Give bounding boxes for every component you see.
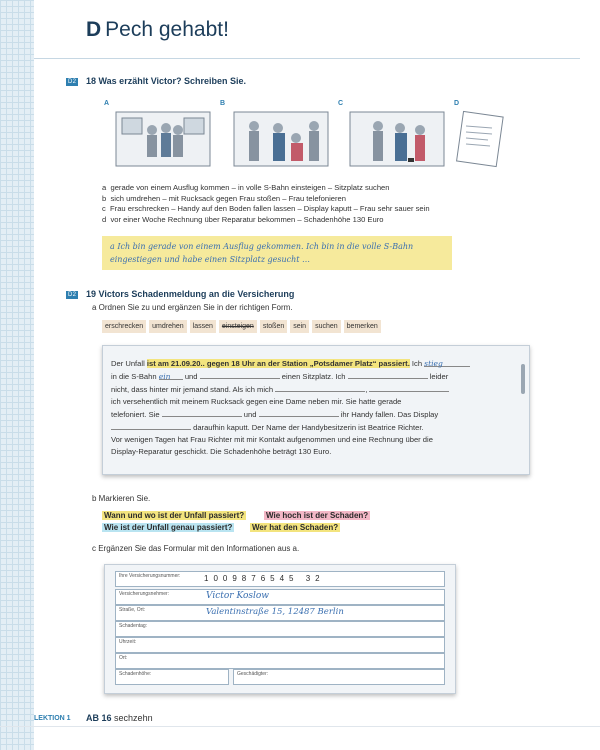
street-city-field[interactable]: Straße, Ort: Valentinstraße 15, 12487 Berlin (115, 605, 445, 621)
exercise-18-tag: D2 (68, 79, 77, 85)
gap-field[interactable] (162, 408, 242, 417)
gap-field[interactable]: ein (159, 371, 183, 380)
picture-c-label: C (338, 100, 344, 107)
margin-grid-strip (0, 0, 34, 750)
policyholder-field[interactable]: Versicherungsnehmer: Victor Koslow (115, 589, 445, 605)
exercise-19-heading: 19 Victors Schadenmeldung an die Versicherung (86, 289, 295, 299)
title-divider (34, 58, 580, 59)
damage-amount-field[interactable]: Schadenhöhe: (115, 669, 229, 685)
exercise-18-items (102, 183, 542, 225)
question-who: Wer hat den Schaden? (252, 523, 339, 532)
list-item: b sich umdrehen – mit Rucksack gegen Frau stoßen – Frau telefonieren (102, 193, 346, 203)
picture-d-label: D (454, 100, 460, 107)
highlight-when-where: ist am 21.09.20.. gegen 18 Uhr an der Station „Potsdamer Platz“ passiert. (146, 359, 410, 368)
word-item: umdrehen (149, 320, 187, 333)
word-item: erschrecken (102, 320, 146, 333)
section-letter: D (86, 18, 102, 41)
page-title (86, 18, 229, 42)
insurance-form (104, 564, 456, 694)
exercise-19-tag: D2 (68, 292, 77, 298)
gap-field[interactable] (259, 408, 339, 417)
gap-field[interactable] (348, 370, 428, 379)
word-item: sein (290, 320, 309, 333)
injured-party-field[interactable]: Geschädigter: (233, 669, 445, 685)
picture-c-phone-drop (348, 108, 446, 168)
footer-divider (0, 726, 600, 727)
insurance-number-field[interactable]: Ihre Versicherungsnummer: 1009876545 32 (115, 571, 445, 587)
section-title: Pech gehabt! (105, 18, 229, 41)
gap-field[interactable]: stieg (424, 358, 470, 367)
footer-lektion: LEKTION 1 (34, 715, 71, 722)
example-answer-note (102, 236, 452, 270)
picture-b-crowd (232, 108, 330, 168)
damage-day-field[interactable]: Schadentag: (115, 621, 445, 637)
exercise-19c-instruction: c Ergänzen Sie das Formular mit den Informationen aus a. (92, 544, 300, 553)
damage-report-textbox (102, 345, 530, 475)
picture-b-label: B (220, 100, 226, 107)
picture-d-invoice (452, 108, 508, 168)
list-item: c Frau erschrecken – Handy auf den Boden fallen lassen – Display kaputt – Frau sehr sauer sein (102, 204, 430, 213)
example-answer-line-1: a Ich bin gerade von einem Ausflug gekommen. Ich bin in die volle S-Bahn (110, 242, 414, 251)
question-how-exactly: Wie ist der Unfall genau passiert? (104, 523, 233, 532)
gap-field[interactable] (200, 370, 280, 379)
picture-a-label: A (104, 100, 110, 107)
textbox-scrollbar[interactable] (521, 364, 525, 394)
example-answer-line-2: eingestiegen und habe einen Sitzplatz gesucht … (110, 255, 311, 264)
word-item: bemerken (344, 320, 381, 333)
question-how-much: Wie hoch ist der Schaden? (266, 511, 369, 520)
exercise-19b-instruction: b Markieren Sie. (92, 494, 151, 503)
gap-field[interactable] (369, 383, 449, 392)
question-when-where: Wann und wo ist der Unfall passiert? (104, 511, 245, 520)
exercise-19a-instruction: a Ordnen Sie zu und ergänzen Sie in der richtigen Form. (92, 303, 293, 312)
word-item: suchen (312, 320, 341, 333)
exercise-18-heading: 18 Was erzählt Victor? Schreiben Sie. (86, 76, 247, 86)
gap-field[interactable] (275, 383, 365, 392)
word-item: lassen (190, 320, 216, 333)
time-field[interactable]: Uhrzeit: (115, 637, 445, 653)
gap-field[interactable] (111, 421, 191, 430)
word-item: stoßen (260, 320, 287, 333)
place-field[interactable]: Ort: (115, 653, 445, 669)
damage-report-text: Der Unfall ist am 21.09.20.. gegen 18 Uhr an der Station „Potsdamer Platz“ passiert. Ich stieg in die S-Bahn ein und einen Sitzplatz. Ich leider nicht, dass hinter mir jemand stand. Als ich mich , ich versehentlich mit meinem Rucksack gegen eine Dame neben mir. Sie hatte gerade telefoniert. Sie und ihr Handy fallen. Das Display daraufhin kaputt. Der Name der Handybesitzerin ist Beatrice Richter. Vor wenigen Tagen hat Frau Richter mit mir Kontakt aufgenommen und eine Rechnung über die Display-Reparatur geschickt. Die Schadenhöhe beträgt 130 Euro. (111, 358, 511, 458)
picture-a-sbahn (114, 108, 212, 168)
word-bank (102, 320, 381, 333)
word-item-used: einsteigen (219, 320, 257, 333)
footer-page-number: AB 16 sechzehn (86, 713, 153, 723)
list-item: a gerade von einem Ausflug kommen – in volle S-Bahn einsteigen – Sitzplatz suchen (102, 183, 390, 192)
list-item: d vor einer Woche Rechnung über Reparatur bekommen – Schadenhöhe 130 Euro (102, 214, 384, 224)
